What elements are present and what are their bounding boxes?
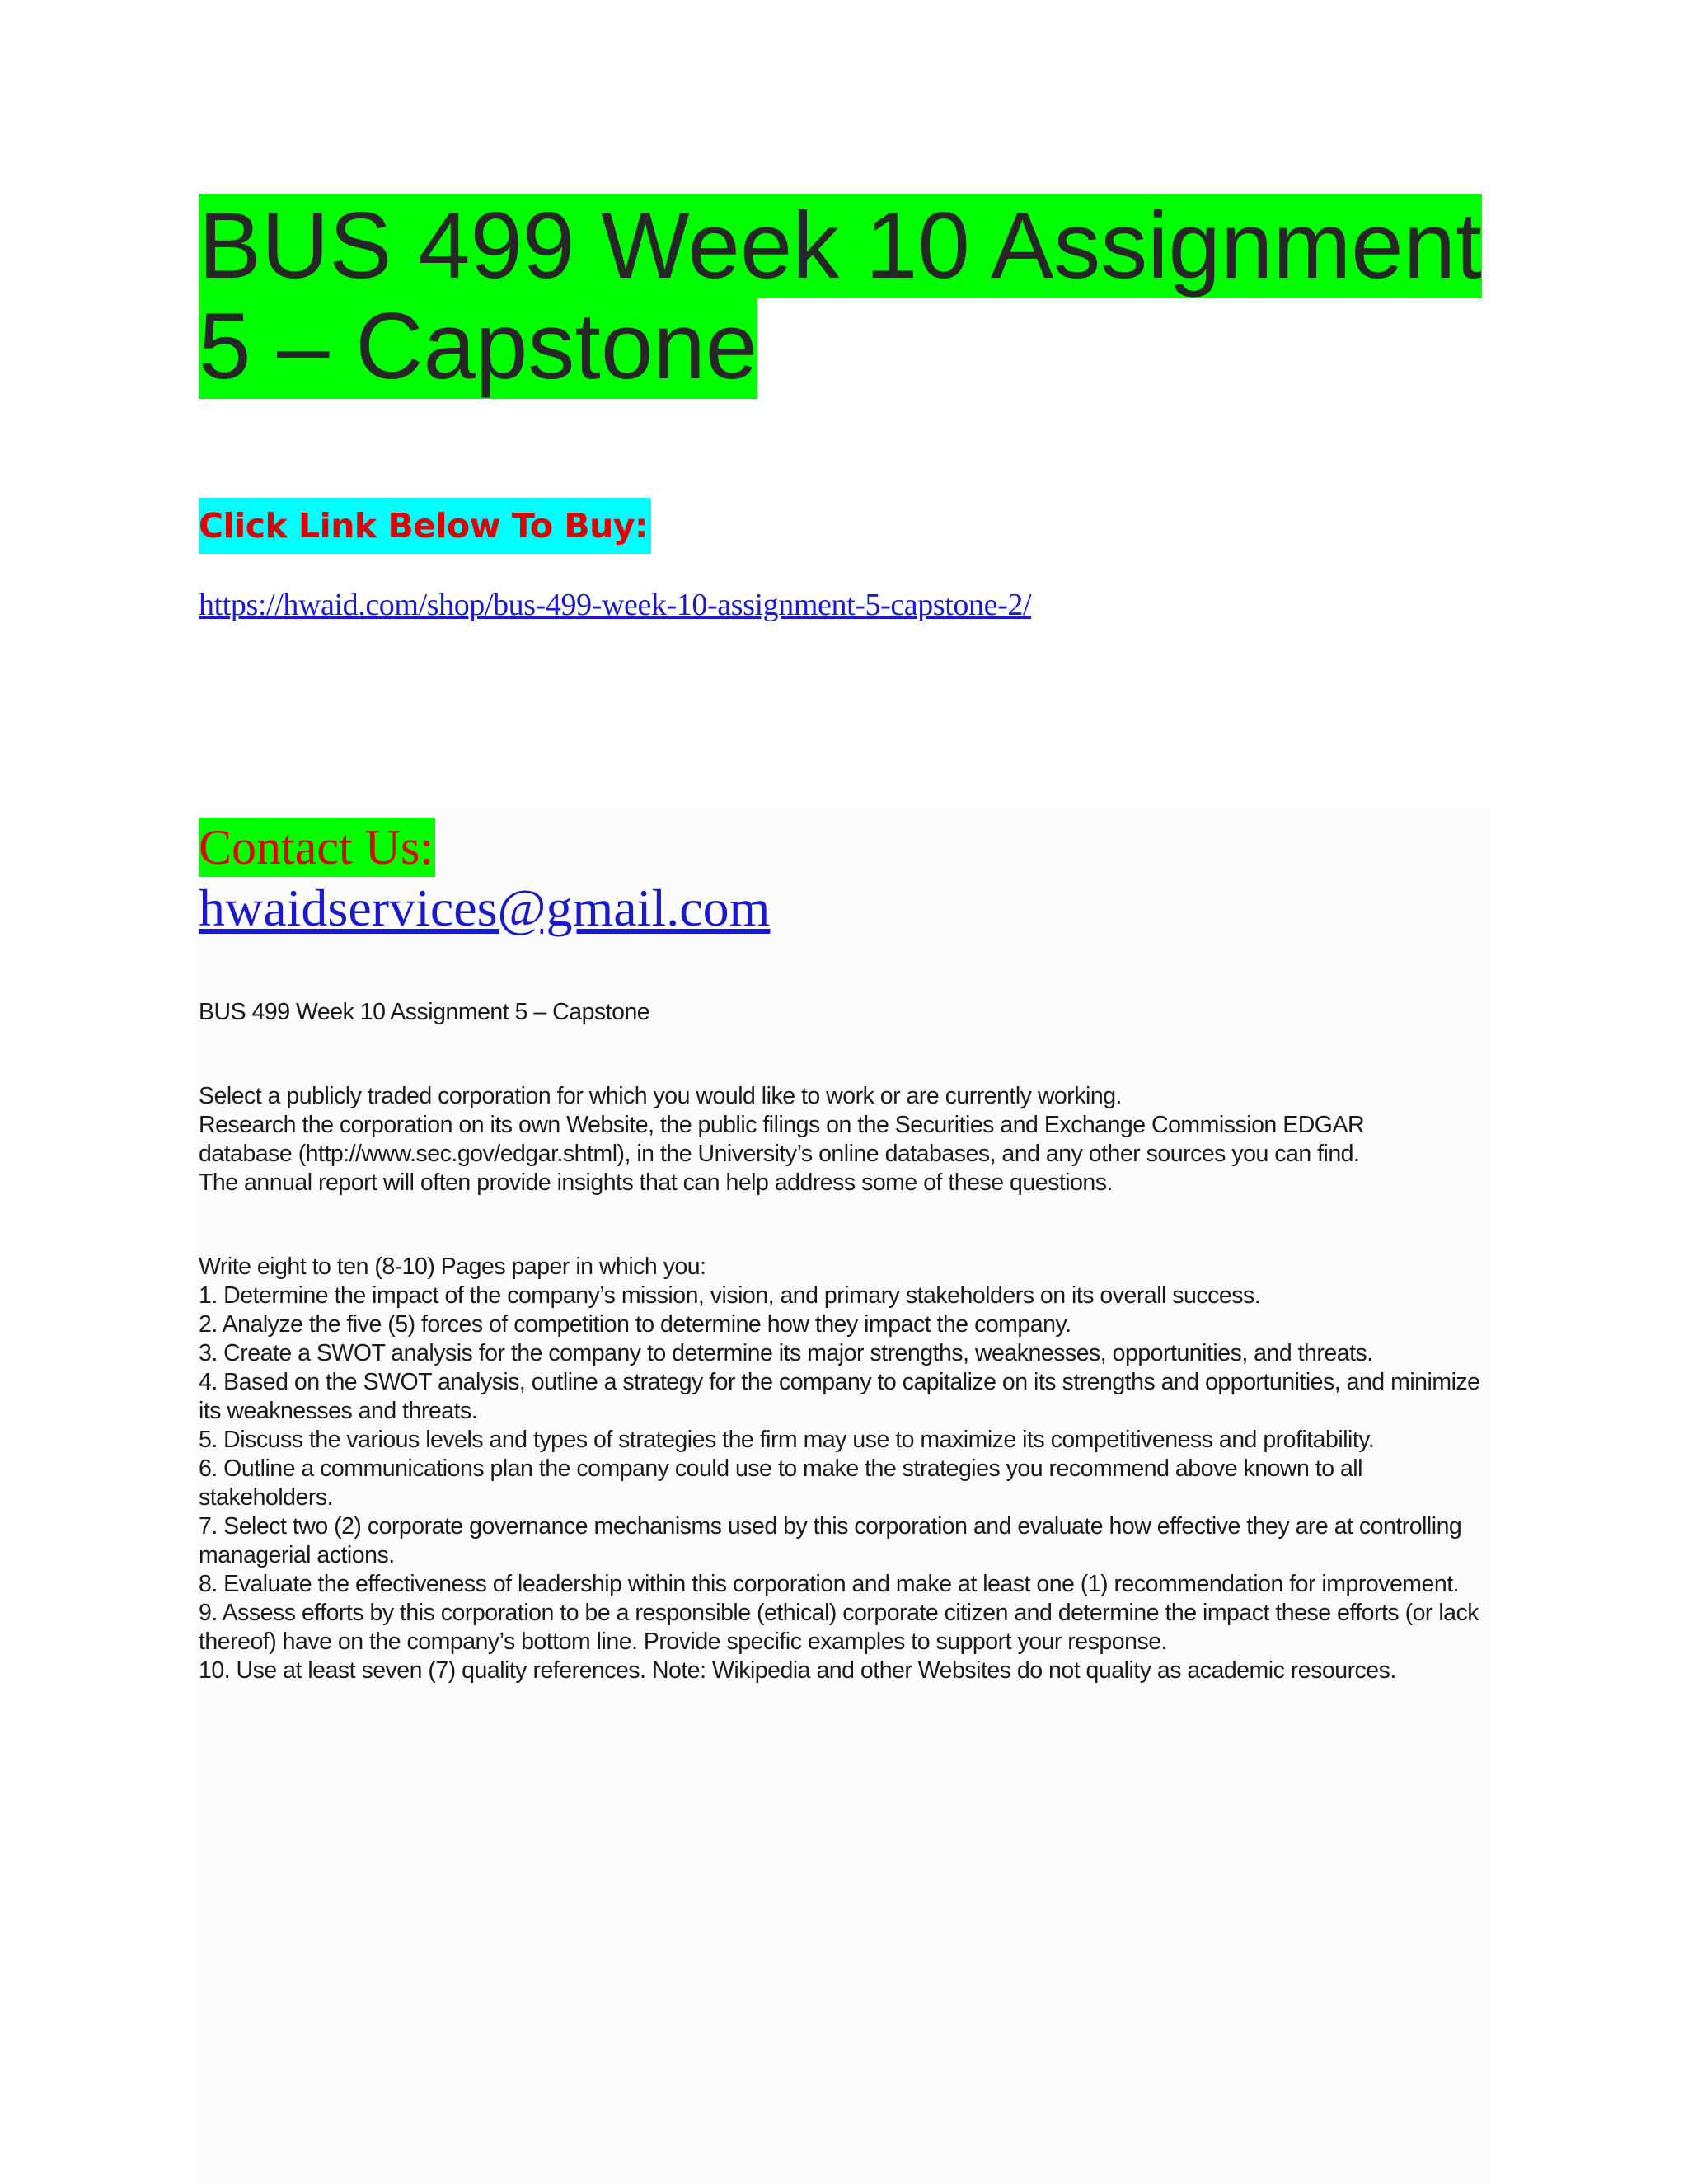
contact-email-link[interactable]: hwaidservices@gmail.com [199, 879, 771, 937]
intro-line: Select a publicly traded corporation for which you would like to work or are currently working. [199, 1083, 1122, 1109]
intro-line: The annual report will often provide insights that can help address some of these questions. [199, 1169, 1113, 1196]
task-item: 7. Select two (2) corporate governance mechanisms used by this corporation and evaluate how effective they are at controlling managerial actions. [199, 1513, 1462, 1568]
tasks-intro: Write eight to ten (8-10) Pages paper in which you: [199, 1254, 706, 1280]
page-title [199, 196, 1493, 397]
intro-paragraph [199, 1082, 1493, 1197]
intro-line: database (http://www.sec.gov/edgar.shtml), in the University’s online databases, and any other sources you can find. [199, 1141, 1360, 1167]
contact-label: Contact Us: [199, 818, 435, 877]
task-item: 10. Use at least seven (7) quality references. Note: Wikipedia and other Websites do not quality as academic resources. [199, 1657, 1396, 1684]
buy-link[interactable]: https://hwaid.com/shop/bus-499-week-10-assignment-5-capstone-2/ [199, 588, 1032, 622]
task-item: 2. Analyze the five (5) forces of competition to determine how they impact the company. [199, 1311, 1071, 1338]
task-item: 5. Discuss the various levels and types of strategies the firm may use to maximize its competitiveness and profitability. [199, 1427, 1375, 1453]
task-list [199, 1253, 1493, 1685]
task-item: 8. Evaluate the effectiveness of leadership within this corporation and make at least one (1) recommendation for improvement. [199, 1571, 1460, 1597]
buy-label: Click Link Below To Buy: [199, 498, 651, 554]
document-heading: BUS 499 Week 10 Assignment 5 – Capstone [199, 999, 650, 1025]
task-item: 9. Assess efforts by this corporation to be a responsible (ethical) corporate citizen and determine the impact these efforts (or lack thereof) have on the company’s bottom line. Provide specific examples to support your response. [199, 1600, 1479, 1655]
task-item: 1. Determine the impact of the company’s mission, vision, and primary stakeholders on its overall success. [199, 1282, 1261, 1309]
task-item: 4. Based on the SWOT analysis, outline a strategy for the company to capitalize on its strengths and opportunities, and minimize its weaknesses and threats. [199, 1369, 1480, 1424]
page-title-text: BUS 499 Week 10 Assignment 5 – Capstone [199, 194, 1482, 399]
task-item: 3. Create a SWOT analysis for the company to determine its major strengths, weaknesses, opportunities, and threats. [199, 1340, 1373, 1366]
task-item: 6. Outline a communications plan the company could use to make the strategies you recommend above known to all stakeholders. [199, 1455, 1362, 1511]
intro-line: Research the corporation on its own Website, the public filings on the Securities and Exchange Commission EDGAR [199, 1112, 1365, 1138]
